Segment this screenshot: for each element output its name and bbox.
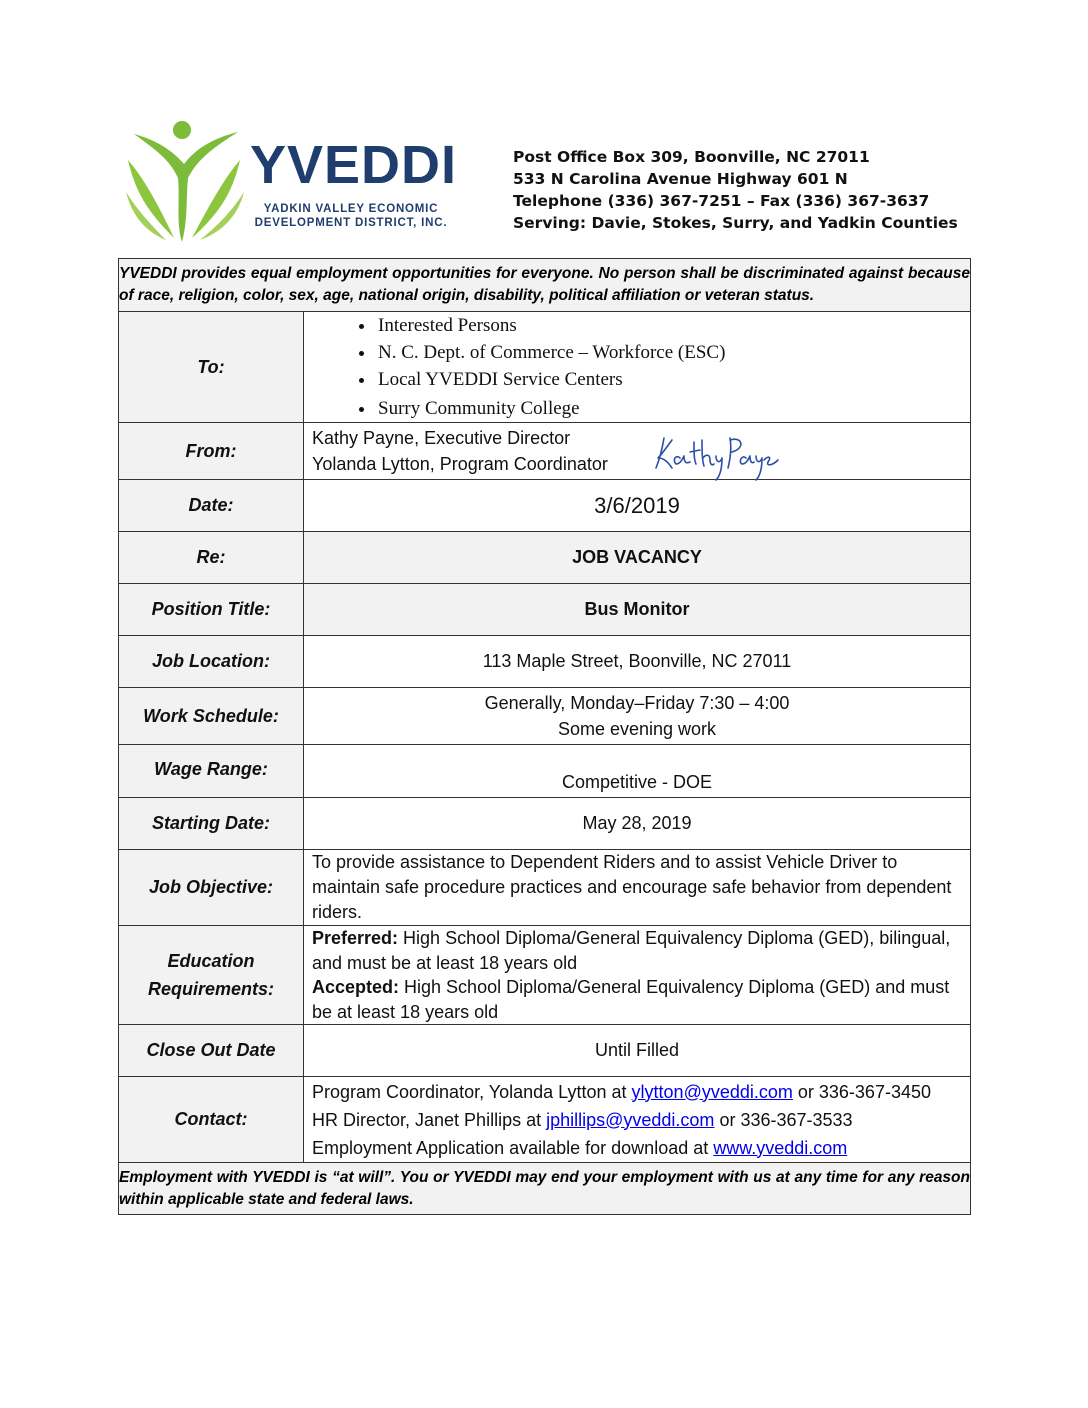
recipient-item: • Interested Persons <box>376 312 964 339</box>
date-label: Date: <box>119 480 304 532</box>
yveddi-logo <box>126 120 456 244</box>
education-accepted <box>312 975 964 1024</box>
date-value: 3/6/2019 <box>304 480 971 532</box>
logo-wordmark: YVEDDI <box>250 135 458 195</box>
job-vacancy-table <box>118 258 971 1215</box>
address-line4: Serving: Davie, Stokes, Surry, and Yadkin Counties <box>513 214 958 232</box>
contact-row <box>119 1077 971 1163</box>
location-value: 113 Maple Street, Boonville, NC 27011 <box>304 636 971 688</box>
signature-image <box>650 428 780 482</box>
date-row <box>119 480 971 532</box>
schedule-label: Work Schedule: <box>119 688 304 745</box>
start-label: Starting Date: <box>119 798 304 850</box>
preferred-text: High School Diploma/General Equivalency Diploma (GED), bilingual, and must be at least 18 years old <box>312 928 951 973</box>
address-line3: Telephone (336) 367-7251 – Fax (336) 367-3637 <box>513 192 930 210</box>
contact-line3-prefix: Employment Application available for download at <box>312 1137 714 1158</box>
to-value <box>304 312 971 423</box>
close-row <box>119 1025 971 1077</box>
address-line1: Post Office Box 309, Boonville, NC 27011 <box>513 148 870 166</box>
eeo-statement: YVEDDI provides equal employment opportunities for everyone. No person shall be discriminated against because of race, religion, color, sex, age, national origin, disability, political affiliation or veteran status. <box>119 259 971 312</box>
position-label: Position Title: <box>119 584 304 636</box>
contact-line1 <box>312 1078 964 1106</box>
start-value: May 28, 2019 <box>304 798 971 850</box>
schedule-value <box>304 688 971 745</box>
contact-line2 <box>312 1106 964 1134</box>
contact-label: Contact: <box>119 1077 304 1163</box>
address-line2: 533 N Carolina Avenue Highway 601 N <box>513 170 848 188</box>
location-row <box>119 636 971 688</box>
from-value <box>304 423 971 480</box>
education-preferred <box>312 926 964 975</box>
position-row <box>119 584 971 636</box>
position-value: Bus Monitor <box>304 584 971 636</box>
contact-line3 <box>312 1134 964 1162</box>
education-label <box>119 926 304 1025</box>
email-link-jphillips[interactable]: jphillips@yveddi.com <box>546 1109 715 1130</box>
education-label-line1: Education <box>167 951 255 971</box>
start-row <box>119 798 971 850</box>
re-label: Re: <box>119 532 304 584</box>
education-row <box>119 926 971 1025</box>
website-link[interactable]: www.yveddi.com <box>713 1137 848 1158</box>
contact-line2-prefix: HR Director, Janet Phillips at <box>312 1109 547 1130</box>
re-row <box>119 532 971 584</box>
schedule-line1: Generally, Monday–Friday 7:30 – 4:00 <box>484 693 790 713</box>
schedule-row <box>119 688 971 745</box>
recipient-item: • Local YVEDDI Service Centers <box>376 366 964 393</box>
close-label: Close Out Date <box>119 1025 304 1077</box>
logo-subtitle <box>251 202 451 230</box>
to-label: To: <box>119 312 304 423</box>
from-label: From: <box>119 423 304 480</box>
from-line2: Yolanda Lytton, Program Coordinator <box>312 454 608 474</box>
re-value: JOB VACANCY <box>304 532 971 584</box>
email-link-ylytton[interactable]: ylytton@yveddi.com <box>631 1081 793 1102</box>
at-will-row <box>119 1163 971 1215</box>
logo-subtitle-line1: YADKIN VALLEY ECONOMIC <box>263 203 439 215</box>
close-value: Until Filled <box>304 1025 971 1077</box>
from-line1: Kathy Payne, Executive Director <box>312 428 571 448</box>
objective-value: To provide assistance to Dependent Riders and to assist Vehicle Driver to maintain safe procedure practices and encourage safe behavior from dependent riders. <box>304 850 971 926</box>
schedule-line2: Some evening work <box>557 719 717 739</box>
recipient-list <box>304 312 964 422</box>
address-block <box>513 146 958 234</box>
contact-line1-prefix: Program Coordinator, Yolanda Lytton at <box>312 1081 632 1102</box>
contact-line1-suffix: or 336-367-3450 <box>792 1081 931 1102</box>
objective-row <box>119 850 971 926</box>
preferred-label: Preferred: <box>312 928 399 948</box>
objective-label: Job Objective: <box>119 850 304 926</box>
recipient-item: • N. C. Dept. of Commerce – Workforce (ESC) <box>376 339 964 366</box>
wage-value: Competitive - DOE <box>304 745 971 798</box>
education-label-line2: Requirements: <box>147 979 275 999</box>
at-will-statement: Employment with YVEDDI is “at will”. You or YVEDDI may end your employment with us at any time for any reason within applicable state and federal laws. <box>119 1163 971 1215</box>
contact-line2-suffix: or 336-367-3533 <box>714 1109 853 1130</box>
recipient-item: • Surry Community College <box>376 395 964 422</box>
wage-row <box>119 745 971 798</box>
accepted-text: High School Diploma/General Equivalency Diploma (GED) and must be at least 18 years old <box>312 977 950 1022</box>
from-row <box>119 423 971 480</box>
contact-value <box>304 1077 971 1163</box>
eeo-row <box>119 259 971 312</box>
wage-label: Wage Range: <box>119 745 304 798</box>
leaf-figure-icon <box>126 120 248 244</box>
accepted-label: Accepted: <box>312 977 400 997</box>
location-label: Job Location: <box>119 636 304 688</box>
education-value <box>304 926 971 1025</box>
logo-subtitle-line2: DEVELOPMENT DISTRICT, INC. <box>254 217 448 229</box>
to-row <box>119 312 971 423</box>
